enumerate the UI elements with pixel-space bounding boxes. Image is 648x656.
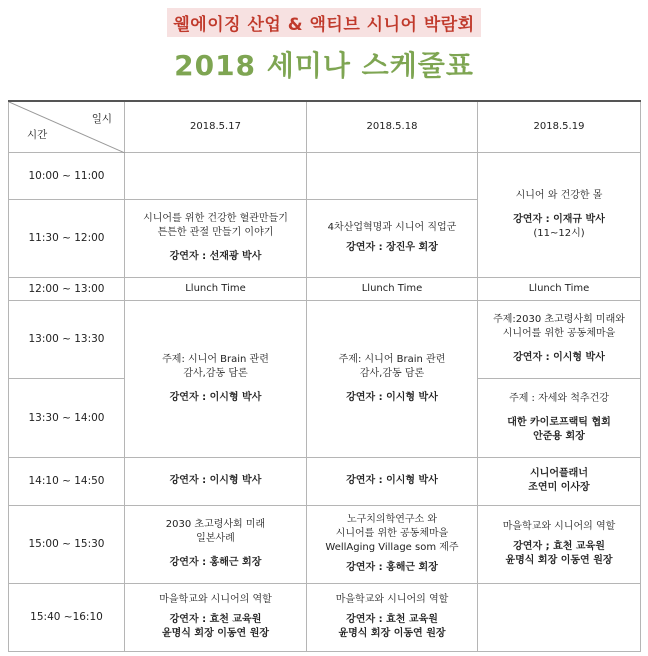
time-cell: 14:10 ~ 14:50 xyxy=(9,457,125,505)
time-cell: 13:30 ~ 14:00 xyxy=(9,378,125,457)
session-speaker: 강연자 ; 효천 교육원 xyxy=(513,541,605,552)
session-topic: 감사,감동 담론 xyxy=(359,367,425,379)
session-topic: 4차산업혁명과 시니어 직업군 xyxy=(327,222,457,233)
session-speaker: 강연자 : 선재광 박사 xyxy=(169,251,262,262)
session-speaker: 강연자 : 효천 교육원 xyxy=(346,614,438,625)
session-topic: 마을학교와 시니어의 역할 xyxy=(159,594,272,605)
table-row xyxy=(9,583,641,651)
table-row xyxy=(9,152,641,199)
session-cell xyxy=(307,583,478,651)
page-subtitle: 2018 세미나 스케줄표 xyxy=(174,49,474,82)
session-cell xyxy=(478,457,641,505)
session-speaker: 강연자 : 이시형 박사 xyxy=(513,352,605,363)
session-cell xyxy=(307,300,478,457)
session-speaker: 안준용 회장 xyxy=(533,430,585,442)
schedule-table xyxy=(8,100,641,652)
session-cell-empty xyxy=(307,152,478,199)
table-row xyxy=(9,300,641,378)
session-topic: 노구치의학연구소 와 xyxy=(346,514,438,525)
session-speaker: 강연자 : 홍해근 회장 xyxy=(169,557,262,568)
session-speaker: 윤명식 회장 이동연 원장 xyxy=(505,555,613,566)
session-speaker: 조연미 이사장 xyxy=(528,482,590,493)
time-cell: 11:30 ~ 12:00 xyxy=(9,199,125,277)
session-speaker: 시니어플래너 xyxy=(530,468,588,479)
session-cell xyxy=(125,583,307,651)
table-row xyxy=(9,505,641,583)
session-speaker: 대한 카이로프랙틱 협회 xyxy=(507,416,611,428)
corner-time-label: 시간 xyxy=(27,128,48,141)
date-header-2: 2018.5.18 xyxy=(307,101,478,152)
session-topic: 시니어를 위한 공동체마을 xyxy=(335,528,449,539)
session-speaker: 윤명식 회장 이동연 원장 xyxy=(338,628,446,639)
table-row xyxy=(9,457,641,505)
time-cell: 10:00 ~ 11:00 xyxy=(9,152,125,199)
session-cell xyxy=(478,378,641,457)
session-topic: 주제 : 자세와 척추건강 xyxy=(509,392,609,404)
session-cell xyxy=(478,152,641,277)
lunch-cell: Llunch Time xyxy=(125,277,307,300)
page-title: 웰에이징 산업 & 액티브 시니어 박람회 xyxy=(167,8,480,37)
time-cell: 15:40 ~16:10 xyxy=(9,583,125,651)
session-note: (11~12시) xyxy=(533,227,585,239)
corner-date-label: 일시 xyxy=(91,113,112,125)
session-speaker: 강연자 : 장진우 회장 xyxy=(346,242,438,253)
session-cell xyxy=(125,300,307,457)
table-row xyxy=(9,277,641,300)
session-speaker: 강연자 : 이재규 박사 xyxy=(513,213,605,225)
session-speaker: 강연자 : 이시형 박사 xyxy=(307,457,478,505)
header-row xyxy=(9,101,641,152)
session-topic: 주제: 시니어 Brain 관련 xyxy=(162,353,269,365)
session-cell xyxy=(125,199,307,277)
session-topic: 시니어를 위한 공동체마을 xyxy=(502,328,616,339)
time-cell: 12:00 ~ 13:00 xyxy=(9,277,125,300)
session-topic: 주제: 시니어 Brain 관련 xyxy=(338,353,446,365)
session-speaker: 강연자 : 효천 교육원 xyxy=(169,614,262,625)
session-cell xyxy=(307,505,478,583)
session-cell xyxy=(125,505,307,583)
date-header-1: 2018.5.17 xyxy=(125,101,307,152)
session-speaker: 강연자 : 이시형 박사 xyxy=(346,391,438,403)
lunch-cell: Llunch Time xyxy=(478,277,641,300)
session-cell-empty xyxy=(478,583,641,651)
session-topic: 시니어를 위한 건강한 혈관만들기 xyxy=(143,213,288,224)
session-cell xyxy=(307,199,478,277)
corner-cell xyxy=(9,101,125,152)
date-header-3: 2018.5.19 xyxy=(478,101,641,152)
session-cell xyxy=(478,505,641,583)
session-speaker: 강연자 : 홍해근 회장 xyxy=(346,562,438,573)
time-cell: 13:00 ~ 13:30 xyxy=(9,300,125,378)
session-topic: 일본사례 xyxy=(196,533,235,544)
time-cell: 15:00 ~ 15:30 xyxy=(9,505,125,583)
session-topic: 마을학교와 시니어의 역할 xyxy=(502,521,616,532)
session-speaker: 윤명식 회장 이동연 원장 xyxy=(161,628,270,639)
session-speaker: 강연자 : 이시형 박사 xyxy=(125,457,307,505)
session-topic: WellAging Village som 제주 xyxy=(325,542,459,553)
title-banner xyxy=(0,8,648,37)
session-topic: 주제:2030 초고령사회 미래와 xyxy=(493,314,625,325)
session-topic: 마을학교와 시니어의 역할 xyxy=(335,594,449,605)
session-topic: 2030 초고령사회 미래 xyxy=(165,519,266,530)
session-topic: 튼튼한 관절 만들기 이야기 xyxy=(157,227,274,238)
session-cell-empty xyxy=(125,152,307,199)
session-topic: 감사,감동 담론 xyxy=(183,367,248,379)
session-topic: 시니어 와 건강한 몰 xyxy=(515,189,603,201)
session-cell xyxy=(478,300,641,378)
session-speaker: 강연자 : 이시형 박사 xyxy=(169,391,262,403)
lunch-cell: Llunch Time xyxy=(307,277,478,300)
